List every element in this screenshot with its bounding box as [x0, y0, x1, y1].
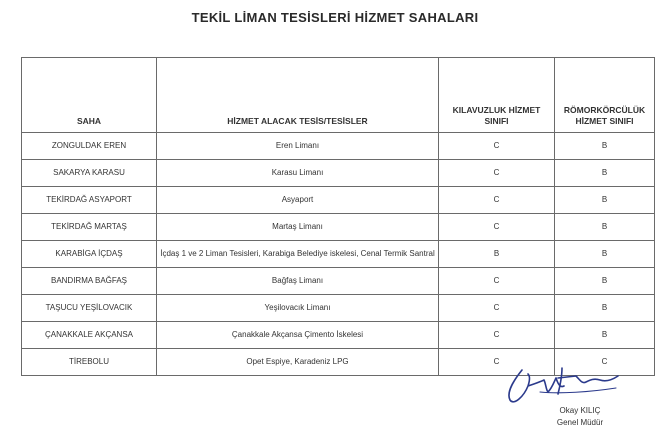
table-header-row [22, 58, 655, 133]
cell-romorkorculuk: B [555, 268, 655, 295]
cell-romorkorculuk: B [555, 133, 655, 160]
header-kilavuzluk: KILAVUZLUK HİZMET SINIFI [439, 58, 555, 133]
cell-kilavuzluk: C [439, 349, 555, 376]
cell-saha: SAKARYA KARASU [22, 160, 157, 187]
table-row [22, 268, 655, 295]
cell-tesis: İçdaş 1 ve 2 Liman Tesisleri, Karabiga Belediye iskelesi, Cenal Termik Santral [157, 241, 439, 268]
cell-romorkorculuk: B [555, 295, 655, 322]
cell-saha: BANDIRMA BAĞFAŞ [22, 268, 157, 295]
service-areas-table [21, 57, 655, 376]
cell-tesis: Yeşilovacık Limanı [157, 295, 439, 322]
cell-romorkorculuk: C [555, 349, 655, 376]
table-row [22, 133, 655, 160]
cell-kilavuzluk: C [439, 187, 555, 214]
cell-tesis: Asyaport [157, 187, 439, 214]
cell-saha: TEKİRDAĞ ASYAPORT [22, 187, 157, 214]
table-row [22, 160, 655, 187]
cell-saha: TEKİRDAĞ MARTAŞ [22, 214, 157, 241]
cell-tesis: Bağfaş Limanı [157, 268, 439, 295]
cell-romorkorculuk: B [555, 160, 655, 187]
table-row [22, 187, 655, 214]
header-saha: SAHA [22, 58, 157, 133]
table-row [22, 214, 655, 241]
cell-saha: TAŞUCU YEŞİLOVACIK [22, 295, 157, 322]
signatory-role: Genel Müdür [556, 418, 604, 427]
cell-kilavuzluk: C [439, 268, 555, 295]
cell-kilavuzluk: C [439, 160, 555, 187]
cell-tesis: Opet Espiye, Karadeniz LPG [157, 349, 439, 376]
cell-saha: KARABİGA İÇDAŞ [22, 241, 157, 268]
header-tesis: HİZMET ALACAK TESİS/TESİSLER [157, 58, 439, 133]
table-row [22, 295, 655, 322]
cell-kilavuzluk: C [439, 133, 555, 160]
table-row [22, 241, 655, 268]
cell-tesis: Karasu Limanı [157, 160, 439, 187]
page-title: TEKİL LİMAN TESİSLERİ HİZMET SAHALARI [191, 10, 479, 25]
signatory-name: Okay KILIÇ [559, 406, 601, 415]
cell-romorkorculuk: B [555, 214, 655, 241]
cell-tesis: Çanakkale Akçansa Çimento İskelesi [157, 322, 439, 349]
table-row [22, 322, 655, 349]
handwritten-signature [500, 362, 630, 412]
cell-tesis: Martaş Limanı [157, 214, 439, 241]
cell-saha: TİREBOLU [22, 349, 157, 376]
cell-kilavuzluk: C [439, 322, 555, 349]
cell-kilavuzluk: B [439, 241, 555, 268]
cell-romorkorculuk: B [555, 241, 655, 268]
cell-tesis: Eren Limanı [157, 133, 439, 160]
cell-kilavuzluk: C [439, 214, 555, 241]
cell-kilavuzluk: C [439, 295, 555, 322]
cell-romorkorculuk: B [555, 187, 655, 214]
cell-saha: ÇANAKKALE AKÇANSA [22, 322, 157, 349]
cell-romorkorculuk: B [555, 322, 655, 349]
header-romorkorculuk: RÖMORKÖRCÜLÜK HİZMET SINIFI [555, 58, 655, 133]
cell-saha: ZONGULDAK EREN [22, 133, 157, 160]
